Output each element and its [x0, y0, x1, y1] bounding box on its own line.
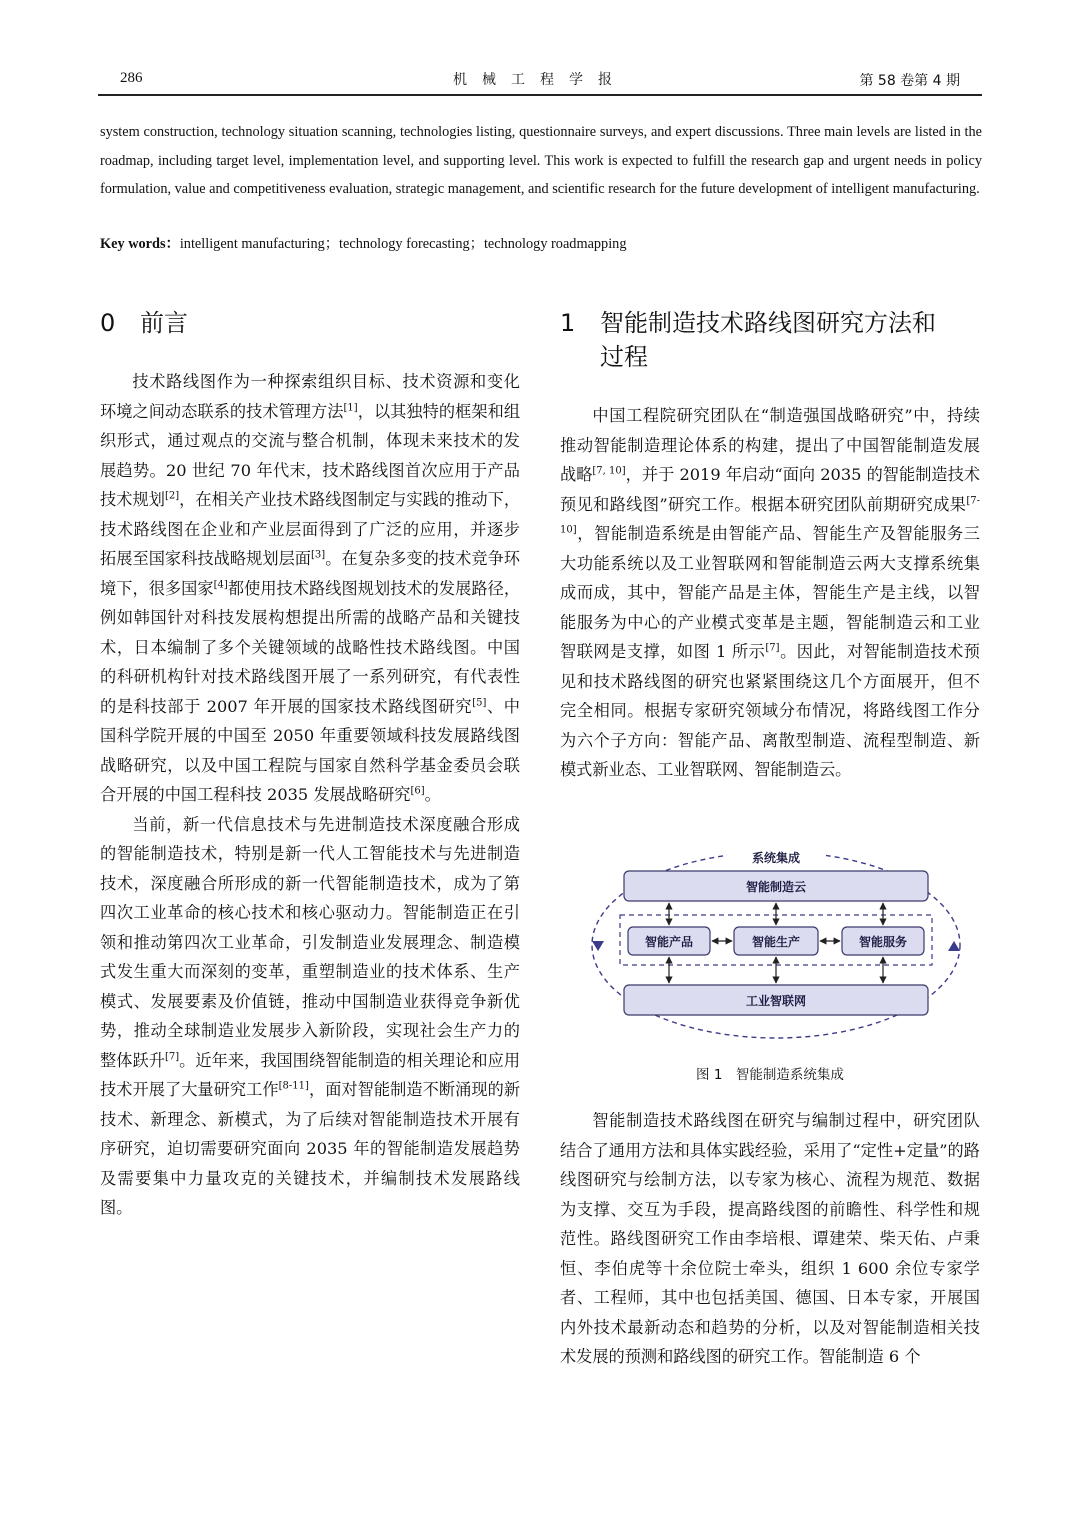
running-header	[98, 66, 982, 96]
paragraph: 当前，新一代信息技术与先进制造技术深度融合形成的智能制造技术，特别是新一代人工智能技术与先进制造技术，深度融合所形成的新一代智能制造技术，成为了第四次工业革命的核心技术和核心驱动力。智能制造正在引领和推动第四次工业革命，引发制造业发展理念、制造模式发生重大而深刻的变革，重塑制造业的技术体系、生产模式、发展要素及价值链，推动中国制造业获得竞争新优势，推动全球制造业发展步入新阶段，实现社会生产力的整体跃升[7]。近年来，我国围绕智能制造的相关理论和应用技术开展了大量研究工作[8-11]，面对智能制造不断涌现的新技术、新理念、新模式，为了后续对智能制造技术开展有序研究，迫切需要研究面向 2035 年的智能制造发展趋势及需要集中力量攻克的关键技术，并编制技术发展路线图。	[100, 814, 521, 1217]
figure-caption: 图 1 智能制造系统集成	[696, 1067, 844, 1083]
section-1-number: 1	[560, 309, 576, 337]
keywords-text: intelligent manufacturing；technology forecasting；technology roadmapping	[179, 236, 627, 252]
section-0-title: 前言	[140, 309, 188, 337]
section-1-title-line2: 过程	[600, 343, 648, 371]
keywords	[100, 230, 982, 258]
top-box-label: 智能制造云	[745, 880, 807, 894]
paragraph: 技术路线图作为一种探索组织目标、技术资源和变化环境之间动态联系的技术管理方法[1]，以其独特的框架和组织形式，通过观点的交流与整合机制，体现未来技术的发展趋势。20 世纪 70 年代末，技术路线图首次应用于产品技术规划[2]，在相关产业技术路线图制定与实践的推动下，技术路线图在企业和产业层面得到了广泛的应用，并逐步拓展至国家科技战略规划层面[3]。在复杂多变的技术竞争环境下，很多国家[4]都使用技术路线图规划技术的发展路径，例如韩国针对科技发展构想提出所需的战略产品和关键技术，日本编制了多个关键领域的战略性技术路线图。中国的科研机构针对技术路线图开展了一系列研究，有代表性的是科技部于 2007 年开展的国家技术路线图研究[5]、中国科学院开展的中国至 2050 年重要领域科技发展路线图战略研究，以及中国工程院与国家自然科学基金委员会联合开展的中国工程科技 2035 发展战略研究[6]。	[100, 372, 521, 804]
citation: [5]	[472, 697, 487, 709]
issue-label: 第 58 卷第 4 期	[859, 73, 960, 89]
citation: [3]	[311, 549, 326, 561]
citation: [7]	[765, 642, 780, 654]
citation: [8-11]	[278, 1080, 309, 1092]
box-production-label: 智能生产	[751, 935, 801, 949]
right-column-upper	[560, 401, 980, 785]
section-1-heading	[560, 306, 990, 374]
section-1-title-line1: 智能制造技术路线图研究方法和	[600, 309, 936, 337]
right-column-lower	[560, 1106, 980, 1372]
figure-system-integration	[584, 845, 968, 1045]
box-services-label: 智能服务	[858, 935, 908, 949]
citation: [7-10]	[560, 495, 980, 536]
journal-name: 机械工程学报	[453, 72, 627, 88]
outer-label: 系统集成	[751, 851, 801, 865]
ellipse-arrow-right	[948, 941, 960, 951]
box-products-label: 智能产品	[644, 935, 694, 949]
citation: [4]	[213, 579, 228, 591]
citation: [1]	[343, 402, 358, 414]
keywords-label: Key words：	[100, 236, 180, 252]
section-0-heading	[100, 306, 188, 340]
page-number: 286	[120, 70, 143, 86]
bottom-box-label: 工业智联网	[745, 994, 807, 1008]
section-0-number: 0	[100, 309, 116, 337]
citation: [7]	[164, 1051, 180, 1063]
citation: [2]	[164, 490, 180, 502]
left-column	[100, 367, 520, 1223]
paragraph: 智能制造技术路线图在研究与编制过程中，研究团队结合了通用方法和具体实践经验，采用了“定性+定量”的路线图研究与绘制方法，以专家为核心、流程为规范、数据为支撑、交互为手段，提高路线图的前瞻性、科学性和规范性。路线图研究工作由李培根、谭建荣、柴天佑、卢秉恒、李伯虎等十余位院士牵头，组织 1 600 余位专家学者、工程师，其中也包括美国、德国、日本专家，开展国内外技术最新动态和趋势的分析，以及对智能制造相关技术发展的预测和路线图的研究工作。智能制造 6 个	[560, 1111, 980, 1366]
citation: [6]	[410, 785, 425, 797]
paragraph: 中国工程院研究团队在“制造强国战略研究”中，持续推动智能制造理论体系的构建，提出了中国智能制造发展战略[7, 10]，并于 2019 年启动“面向 2035 的智能制造技术预见和路线图”研究工作。根据本研究团队前期研究成果[7-10]，智能制造系统是由智能产品、智能生产及智能服务三大功能系统以及工业智联网和智能制造云两大支撑系统集成而成，其中，智能产品是主体，智能生产是主线，以智能服务为中心的产业模式变革是主题，智能制造云和工业智联网是支撑，如图 1 所示[7]。因此，对智能制造技术预见和技术路线图的研究也紧紧围绕这几个方面展开，但不完全相同。根据专家研究领域分布情况，将路线图工作分为六个子方向：智能产品、离散型制造、流程型制造、新模式新业态、工业智联网、智能制造云。	[560, 406, 981, 779]
abstract-text: system construction, technology situation scanning, technologies listing, questionnaire surveys, and expert discussions. Three main levels are listed in the roadmap, including target level, implementation level, and supporting level. This work is expected to fulfill the research gap and urgent needs in policy formulation, value and competitiveness evaluation, strategic management, and scientific research for the future development of intelligent manufacturing.	[100, 124, 982, 197]
ellipse-arrow-left	[592, 941, 604, 951]
citation: [7, 10]	[592, 465, 626, 477]
